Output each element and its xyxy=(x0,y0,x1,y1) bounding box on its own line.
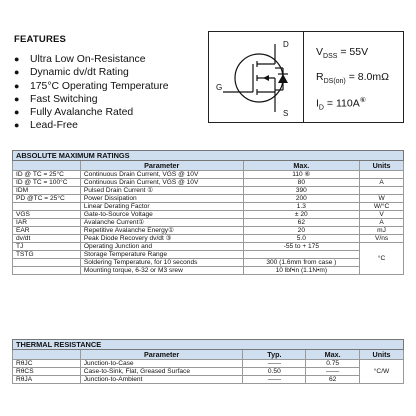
mosfet-symbol-box xyxy=(208,31,304,123)
source-label: S xyxy=(283,109,289,118)
bullet-icon: ● xyxy=(14,107,20,118)
feature-item: ● 175°C Operating Temperature xyxy=(14,80,169,92)
table-row: Linear Derating Factor 1.3 W/°C xyxy=(13,202,404,210)
table-row: ID @ TC = 25°C Continuous Drain Current, VGS @ 10V 110 ⑥ xyxy=(13,170,404,178)
bullet-icon: ● xyxy=(14,80,20,91)
bullet-icon: ● xyxy=(14,93,20,104)
table-row: PD @TC = 25°C Power Dissipation 200 W xyxy=(13,194,404,202)
table-row: VGS Gate-to-Source Voltage ± 20 V xyxy=(13,210,404,218)
section-title: ABSOLUTE MAXIMUM RATINGS xyxy=(13,151,404,161)
table-row: TJ Operating Junction and -55 to + 175 °C xyxy=(13,242,404,250)
header-max: Max. xyxy=(243,161,360,171)
header-symbol xyxy=(13,161,81,171)
feature-item: ● Fast Switching xyxy=(14,93,98,105)
drain-label: D xyxy=(283,40,289,49)
rds-on-spec: $R_{DS(on)} = 8.0m\Omega$ xyxy=(316,71,389,86)
bullet-icon: ● xyxy=(14,54,20,64)
header-parameter: Parameter xyxy=(80,350,243,360)
header-units: Units xyxy=(360,350,404,360)
gate-label: G xyxy=(216,83,223,92)
mosfet-symbol-icon xyxy=(209,32,305,124)
thermal-resistance-table xyxy=(12,339,404,384)
header-parameter: Parameter xyxy=(80,161,243,171)
header-max: Max. xyxy=(306,350,360,360)
section-title: THERMAL RESISTANCE xyxy=(13,340,404,350)
table-row: Soldering Temperature, for 10 seconds 300 (1.6mm from case ) xyxy=(13,258,404,266)
header-units: Units xyxy=(360,161,404,171)
key-specs-box xyxy=(304,31,404,123)
header-typ: Typ. xyxy=(243,350,306,360)
feature-item: ● Fully Avalanche Rated xyxy=(14,107,134,119)
header-row xyxy=(13,350,404,360)
table-row: dv/dt Peak Diode Recovery dv/dt ③ 5.0 V/ns xyxy=(13,234,404,242)
table-row: RθJA Junction-to-Ambient —— 62 xyxy=(13,375,404,383)
table-row: Mounting torque, 6-32 or M3 srew 10 lbf•in (1.1N•m) xyxy=(13,266,404,274)
table-row: RθJC Junction-to-Case —— 0.75 °C/W xyxy=(13,359,404,367)
table-row: RθCS Case-to-Sink, Flat, Greased Surface 0.50 —— xyxy=(13,367,404,375)
vdss-spec: $V_{DSS} = 55V$ xyxy=(316,46,369,61)
header-symbol xyxy=(13,350,81,360)
features-list xyxy=(14,53,169,133)
header-row xyxy=(13,161,404,171)
bullet-icon: ● xyxy=(14,120,20,131)
table-row: IDM Pulsed Drain Current ① 390 xyxy=(13,186,404,194)
features-title: FEATURES xyxy=(14,34,67,45)
bullet-icon: ● xyxy=(14,67,20,78)
section-title-row xyxy=(13,151,404,161)
table-row: IAR Avalanche Current① 62 A xyxy=(13,218,404,226)
feature-item: ● Ultra Low On-Resistance xyxy=(14,54,146,65)
absolute-max-ratings-table xyxy=(12,150,404,275)
feature-item: ● Lead-Free xyxy=(14,120,78,132)
id-spec: $I_D = 110A^⑥$ xyxy=(316,97,366,112)
feature-item: ● Dynamic dv/dt Rating xyxy=(14,67,129,79)
table-row: ID @ TC = 100°C Continuous Drain Current, VGS @ 10V 80 A xyxy=(13,178,404,186)
table-row: TSTG Storage Temperature Range xyxy=(13,250,404,258)
section-title-row xyxy=(13,340,404,350)
table-row: EAR Repetitive Avalanche Energy① 20 mJ xyxy=(13,226,404,234)
